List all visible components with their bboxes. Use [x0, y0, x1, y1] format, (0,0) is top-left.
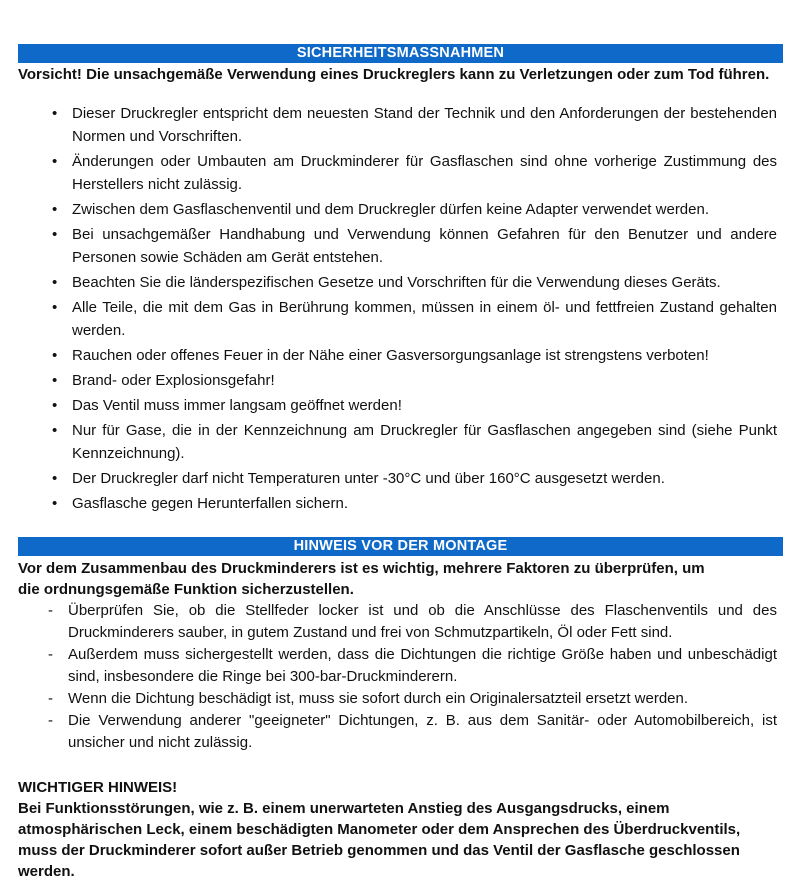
list-item: • Das Ventil muss immer langsam geöffnet werden! [18, 394, 783, 417]
list-item: - Die Verwendung anderer "geeigneter" Dichtungen, z. B. aus dem Sanitär- oder Automobilbereich, ist unsicher und nicht zulässig. [18, 710, 783, 754]
section-header-safety: SICHERHEITSMASSNAHMEN [18, 44, 783, 63]
list-item: • Der Druckregler darf nicht Temperaturen unter -30°C und über 160°C ausgesetzt werden. [18, 467, 783, 490]
important-notice-block [18, 777, 783, 882]
important-notice-body: Bei Funktionsstörungen, wie z. B. einem unerwarteten Anstieg des Ausgangsdrucks, einem atmosphärischen Leck, einem beschädigten Manometer oder dem Ansprechen des Überdruckventils, muss der Druckminderer sofort außer Betrieb genommen und das Ventil der Gasflasche geschlossen werden. [18, 800, 741, 880]
list-item: • Dieser Druckregler entspricht dem neuesten Stand der Technik und den Anforderungen der bestehenden Normen und Vorschriften. [18, 102, 783, 148]
section-header-assembly: HINWEIS VOR DER MONTAGE [18, 537, 783, 556]
safety-lead-paragraph: Vorsicht! Die unsachgemäße Verwendung eines Druckreglers kann zu Verletzungen oder zum Tod führen. [18, 66, 770, 83]
list-item: • Bei unsachgemäßer Handhabung und Verwendung können Gefahren für den Benutzer und andere Personen sowie Schäden am Gerät entstehen. [18, 223, 783, 269]
list-item: • Alle Teile, die mit dem Gas in Berührung kommen, müssen in einem öl- und fettfreien Zustand gehalten werden. [18, 296, 783, 342]
list-item: - Außerdem muss sichergestellt werden, dass die Dichtungen die richtige Größe haben und unbeschädigt sind, insbesondere die Ringe bei 300-bar-Druckminderern. [18, 644, 783, 688]
list-item: • Nur für Gase, die in der Kennzeichnung am Druckregler für Gasflaschen angegeben sind (siehe Punkt Kennzeichnung). [18, 419, 783, 465]
safety-bullet-list [18, 102, 783, 515]
list-item: • Beachten Sie die länderspezifischen Gesetze und Vorschriften für die Verwendung dieses Geräts. [18, 271, 783, 294]
list-item: • Rauchen oder offenes Feuer in der Nähe einer Gasversorgungsanlage ist strengstens verboten! [18, 344, 783, 367]
document-body [18, 44, 783, 882]
list-item: - Wenn die Dichtung beschädigt ist, muss sie sofort durch ein Originalersatzteil ersetzt werden. [18, 688, 783, 710]
important-notice-title: WICHTIGER HINWEIS! [18, 779, 178, 796]
assembly-lead-paragraph: Vor dem Zusammenbau des Druckminderers ist es wichtig, mehrere Faktoren zu überprüfen, um die ordnungsgemäße Funktion sicherzustellen. [18, 560, 705, 598]
list-item: • Brand- oder Explosionsgefahr! [18, 369, 783, 392]
assembly-dash-list [18, 600, 783, 754]
list-item: • Zwischen dem Gasflaschenventil und dem Druckregler dürfen keine Adapter verwendet werden. [18, 198, 783, 221]
list-item: • Änderungen oder Umbauten am Druckminderer für Gasflaschen sind ohne vorherige Zustimmung des Herstellers nicht zulässig. [18, 150, 783, 196]
list-item: • Gasflasche gegen Herunterfallen sichern. [18, 492, 783, 515]
section-spacer [18, 517, 783, 537]
list-item: - Überprüfen Sie, ob die Stellfeder locker ist und ob die Anschlüsse des Flaschenventils und des Druckminderers sauber, in gutem Zustand und frei von Schmutzpartikeln, Öl oder Fett sind. [18, 600, 783, 644]
